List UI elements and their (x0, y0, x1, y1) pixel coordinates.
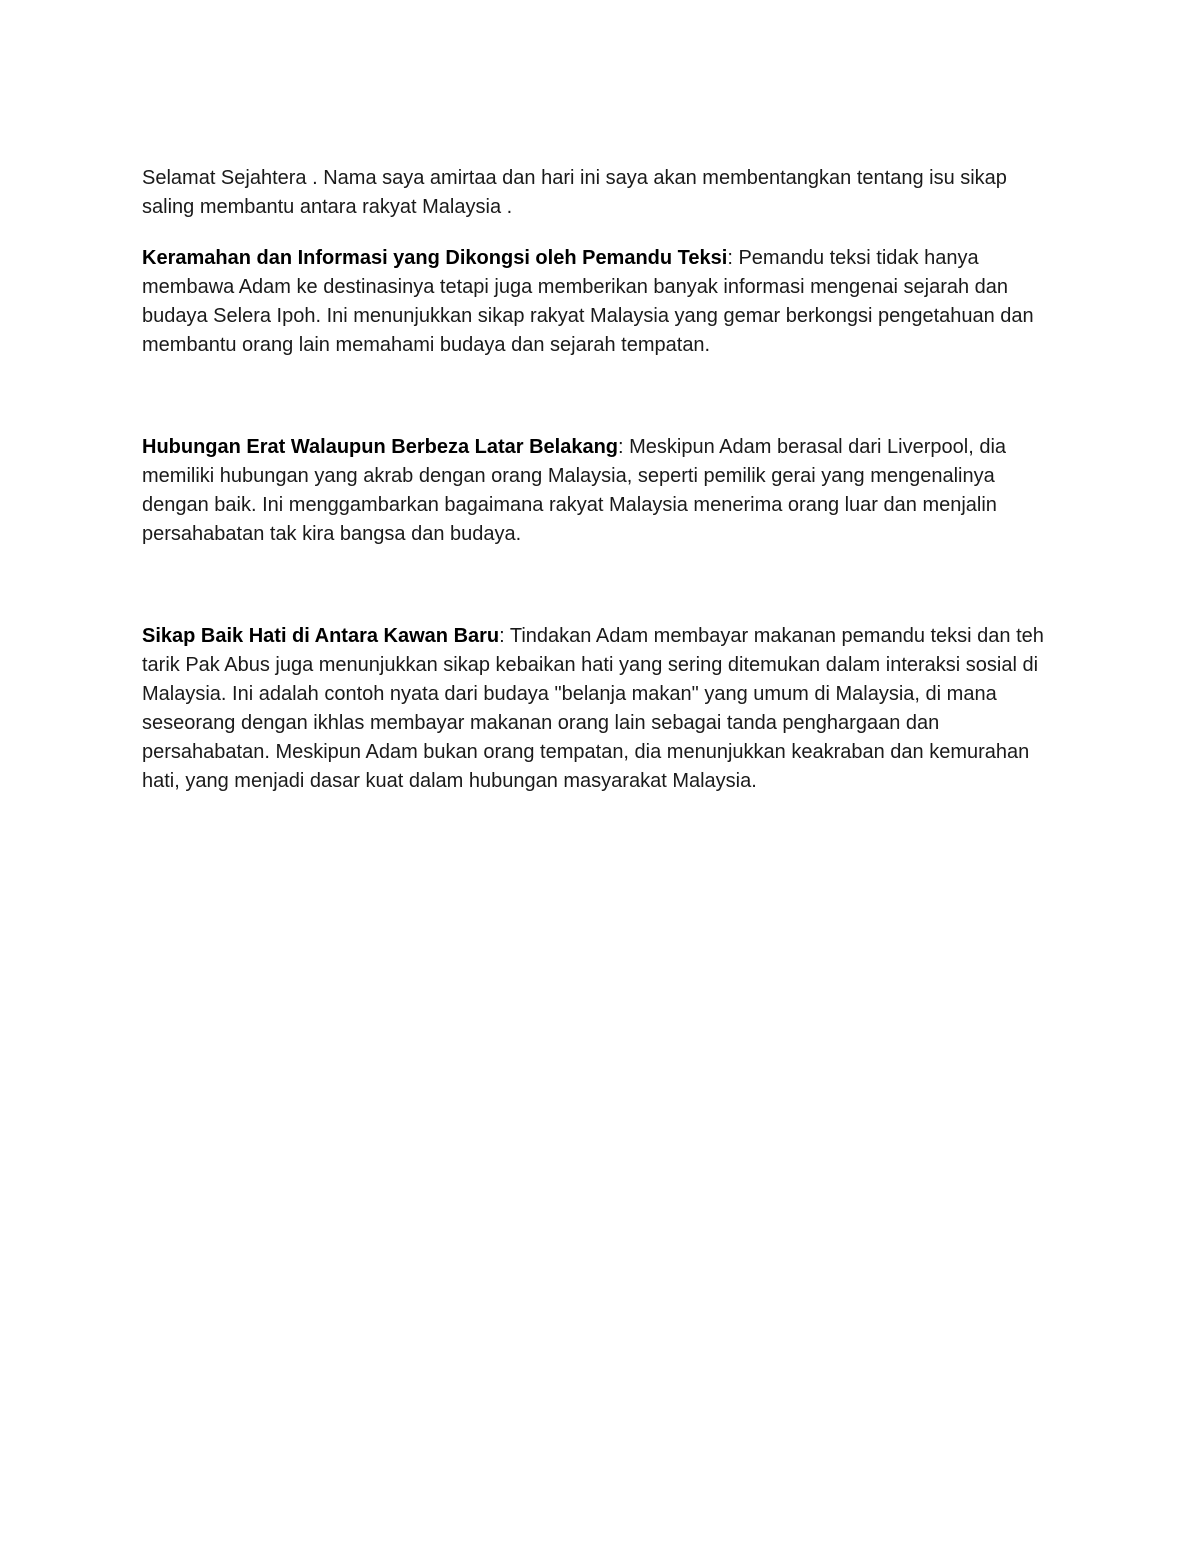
section-body: : Tindakan Adam membayar makanan pemandu teksi dan teh tarik Pak Abus juga menunjukkan sikap kebaikan hati yang sering ditemukan dalam interaksi sosial di Malaysia. Ini adalah contoh nyata dari budaya "belanja makan" yang umum di Malaysia, di mana seseorang dengan ikhlas membayar makanan orang lain sebagai tanda penghargaan dan persahabatan. Meskipun Adam bukan orang tempatan, dia menunjukkan keakraban dan kemurahan hati, yang menjadi dasar kuat dalam hubungan masyarakat Malaysia. (142, 625, 1044, 792)
section-heading: Hubungan Erat Walaupun Berbeza Latar Belakang (142, 436, 619, 458)
section-body: : Meskipun Adam berasal dari Liverpool, dia memiliki hubungan yang akrab dengan orang Malaysia, seperti pemilik gerai yang mengenalinya dengan baik. Ini menggambarkan bagaimana rakyat Malaysia menerima orang luar dan menjalin persahabatan tak kira bangsa dan budaya. (142, 436, 1007, 545)
intro-paragraph: Selamat Sejahtera . Nama saya amirtaa dan hari ini saya akan membentangkan tentang isu sikap saling membantu antara rakyat Malaysia . (142, 167, 1007, 218)
document-body (142, 164, 1062, 796)
section-paragraph-close-relationship (142, 433, 1062, 549)
section-paragraph-kindness (142, 622, 1062, 796)
section-paragraph-taxi-driver (142, 244, 1062, 360)
section-heading: Sikap Baik Hati di Antara Kawan Baru (142, 625, 500, 647)
section-body: : Pemandu teksi tidak hanya membawa Adam ke destinasinya tetapi juga memberikan banyak informasi mengenai sejarah dan budaya Selera Ipoh. Ini menunjukkan sikap rakyat Malaysia yang gemar berkongsi pengetahuan dan membantu orang lain memahami budaya dan sejarah tempatan. (142, 247, 1034, 356)
section-heading: Keramahan dan Informasi yang Dikongsi oleh Pemandu Teksi (142, 247, 728, 269)
